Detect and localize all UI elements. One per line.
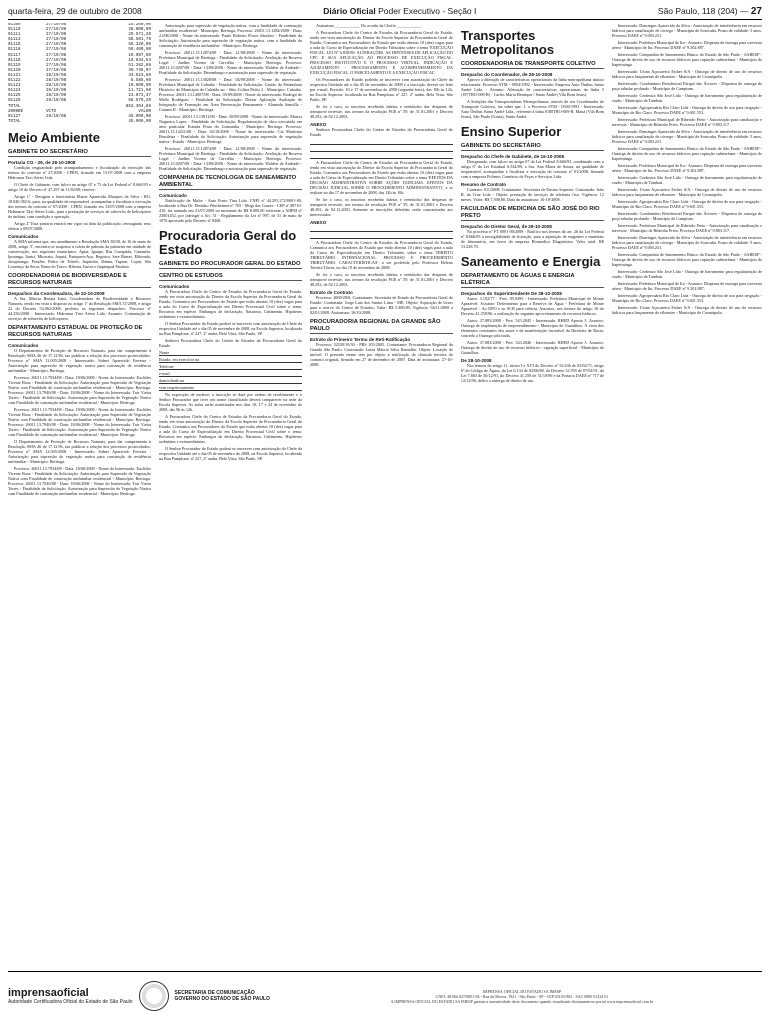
paragraph: Assinatura ____________ De acordo da Chefia ____________ (315, 23, 422, 28)
section-title-transportes: Transportes Metropolitanos (460, 28, 555, 57)
form-label: Senhora Procuradora Chefe do Centro de Estudos da Procuradoria Geral do Estado (158, 338, 302, 348)
paragraph: O Senhor Procurador do Estado poderá se inscrever com autorização do Chefe da respectiva Unidade até o dia 05 de novembro de 2008, na Escola Superior, localizada na Rua Pamplona, nº 227, 2º andar, Bela Vista, São Paulo, SP. (158, 321, 302, 336)
header-issue: São Paulo, 118 (204) — 27 (657, 5, 762, 17)
paragraph: A Procuradora Chefe do Centro de Estudos da Procuradoria Geral do Estado, Comunica aos Procuradores do Estado que estão abertas 10 (dez) vagas para a aula do Curso de Especialização em Direito Tributário sobre o tema 'DIREITO TRIBUTÁRIO INTERNACIONAL. PROCESSO E PROCEDIMENTO TRIBUTÁRIO. CARACTERÍSTICAS', a ser proferida pelo Professor Heleno Taveira Tôrres, no dia 19 de novembro de 2008. (309, 240, 453, 270)
paragraph: Processo: 26011.13.7934/08 - Data: 18/06/2008 - Nome do Interessado: Euclides Vicente Rosa - Finalidade da Solicitação: Autorização para Supressão de Vegetação Nativa com Finalidade de construção unifamiliar residencial - Município: Bertioga. Processo: 26011.13.7940/08 - Data: 18/06/2008 - Nome do Interessado: Tais Vieira Torres - Finalidade da Solicitação: Autorização para Supressão de Vegetação Nativa com Finalidade de construção unifamiliar residencial - Município: Bertioga. (8, 465, 151, 496)
paragraph: Processo: 52520/10/30 - PRS 105/2005. Contratante: Procuradoria Regional da Grande São Paulo. Contratada: Luiza Márcia Silva Ramalho. Objeto: Locação de imóvel. O presente termo tem por objeto a retificação da cláusula terceira do contrato original, firmado em 27 de dezembro de 2007. Data de assinatura: 27-10-2008. (309, 342, 453, 367)
table-cell: 01125 (8, 94, 21, 99)
subsection-gabinete: GABINETE DO SECRETÁRIO (461, 143, 604, 151)
comunicados-heading: Comunicados (8, 233, 39, 239)
paragraph: Interessado: Companhia de Saneamento Básico do Estado de São Paulo - SABESP - Outorga de direito de uso de recursos hídricos para captação subterrânea - Município de Itapetininga. (611, 252, 762, 267)
anexo-heading: ANEXO (309, 122, 327, 127)
paragraph: A Procuradora Chefe do Centro de Estudos da Procuradoria Geral do Estado, tendo em vista autorização do Diretor da Escola Superior da Procuradoria Geral do Estado, Comunica aos Procuradores do Estado que estão abertas 10 (dez) vagas para a aula do Curso de Especialização em Direito Tributário sobre o tema 'EFEITOS DA DECISÃO ADMINISTRATIVA SOBRE AÇÕES JUDICIAIS. EFEITOS DA DECISÃO JUDICIAL SOBRE O PROCEDIMENTO ADMINISTRATIVO', a se realizar no dia 17 de novembro de 2008, das 14h às 16h. (309, 160, 453, 195)
table-cell: TOTAL (8, 119, 21, 124)
table-cell: 01113 (8, 38, 21, 43)
contrato-heading: Extrato de Contrato (309, 290, 353, 295)
paragraph: Artigo 1º - Designar a funcionária Elaine Aparecida Marques da Silva - RG: 18.840.382-6, para, na qualidade de responsável, acompanhar e fiscalizar a execução dos termos do contrato nº 07/2008 - CPRN, firmado em 13/07/2008 com a empresa Helimarte Táxi Aéreo Ltda., para a prestação de serviços de sobrevôo de helicóptero de turbina, com condição e operação. (8, 193, 151, 219)
reti-ratificacao-heading: Extrato do Primeiro Termo de Reti-Ratificação (309, 337, 411, 342)
table-cell: 15.200,00 (128, 23, 151, 27)
paragraph: Se for o caso, os inscritos receberão diárias e reembolso das despesas de transporte terrestre, nos termos da resolução PGE nº 59, de 31.01.2001 e Decreto 48.292, de 02.12.2003. Somente as inscrições deferidas serão comunicadas aos interessados. (309, 197, 453, 217)
table-cell: 36.000,00 (128, 28, 151, 33)
paragraph: Processo: 26011.13.7934/08 - Data: 18/06/2008 - Nome do Interessado: Euclides Vicente Rosa - Finalidade da Solicitação: Autorização para Supressão de Vegetação Nativa com Finalidade de construção unifamiliar residencial - Município: Bertioga. Processo: 26011.13.7940/08 - Data: 18/06/2008 - Nome do Interessado: Tais Vieira Torres - Finalidade da Solicitação: Autorização para Supressão de Vegetação Nativa com Finalidade de construção unifamiliar residencial - Município: Bertioga. (8, 374, 151, 405)
paragraph: Interessado: Prefeitura Municipal de Ribeirão Preto - Autorização para canalização e travessia - Município de Ribeirão Preto. Processo DAEE nº 9.803.117. (611, 117, 762, 127)
government-credit: SECRETARIA DE COMUNICAÇÃO GOVERNO DO ESTADO DE SÃO PAULO (174, 990, 270, 1002)
paragraph: No processo nº FT 0001-00/2008 - Ratifico nos termos do art. 26 da Lei Federal nº 8.666/93 a inexigibilidade de licitação, para a aquisição de reagentes e materiais de laboratório, em favor da empresa Biomedica Diagnóstica. Valor total: R$ 13.228,70. (460, 229, 604, 249)
paragraph: Interessado: Prefeitura Municipal de Ribeirão Preto - Autorização para canalização e travessia - Município de Ribeirão Preto. Processo DAEE nº 9.803.117. (611, 223, 762, 233)
table-cell: 29.571,20 (128, 33, 151, 38)
paragraph: Interessado: Prefeitura Municipal de Itu - Assunto: Dispensa de outorga para travessia aérea - Município de Itu. Processo DAEE nº 9.302.887. (611, 281, 762, 291)
table-cell: 27/10/08 (46, 38, 67, 43)
paragraph: Interessado: Cerâmica São José Ltda - Outorga de barramento para regularização de vazão - Município de Tambaú. (611, 175, 762, 185)
form-line (310, 233, 453, 239)
form-field: vem respeitosamente (159, 385, 302, 391)
table-cell: 01126 (8, 99, 21, 104)
paragraph: A Procuradora Chefe do Centro de Estudos da Procuradoria Geral do Estado, tendo em vista autorização do Diretor da Escola Superior da Procuradoria Geral do Estado, Comunica aos Procuradores do Estado que estão abertas 10 (dez) vagas para a aula do Curso de Especialização em Direito Processual Civil sobre o tema: Recursos em espécie. Embargos de declaração, Natureza, Cabimento, Hipóteses ordinárias e extraordinárias. (158, 414, 302, 444)
table-cell: 01120 (8, 68, 21, 73)
table-cell: 01109 (8, 23, 21, 27)
paragraph: Designando, com fulcro no artigo 67 da Lei Federal 8.666/93, combinado com o artigo 6º da Lei Estadual 6.544/89, a Sra. Ana Maria de Souza, na qualidade de responsável, acompanhar e fiscalizar a execução do contrato nº 01/2008, firmado com a empresa Polimos Comércio de Peças e Serviços Ltda. (460, 159, 604, 179)
table-cell: VALOR (138, 109, 151, 114)
table-cell: 27/10/08 (46, 33, 67, 38)
table-cell: 27/10/08 (46, 68, 67, 73)
paragraph: Autos: 37.083/2008 - Prot. 543.2846 - Interessado: RHED Aposta 3. Assunto: Outorga de direito de uso de recursos hídricos - captação superficial - Município de Guarulhos. (460, 340, 604, 355)
paragraph: Interessado: Domingos Aparecido da Silva - Autorização de interferência em recursos hídricos para canalização de córrego - Município de Sorocaba. Prazo de validade: 5 anos. Processo DAEE nº 9.003.231. (611, 235, 762, 250)
table-cell: 28/10/08 (46, 94, 67, 99)
paragraph: O Senhor Procurador do Estado poderá se inscrever com autorização do Chefe da respectiva Unidade até o dia 05 de novembro de 2008, na Escola Superior, localizada na Rua Pamplona, nº 227, 2º andar, Bela Vista, São Paulo, SP. (158, 446, 302, 461)
table-cell: 01119 (8, 63, 21, 68)
form-line (310, 153, 453, 159)
imprensa-oficial-logo: imprensaoficial Autoridade Certificadora Oficial do Estado de São Paulo (8, 987, 133, 1005)
paragraph: Nos termos do artigo 11, inciso I e XVI do Decreto nº 52.636 de 03/02/71, artigo 6º do Código de Águas, da Lei 6.134 de 02/06/88, do Decreto 32.955 de 07/02/91, da Lei 7.663 de 30/12/91, do Decreto 41.258 de 31/10/96 e da Portaria DAEE nº 717 de 12/12/96, defiro a outorga de direito de uso. (460, 363, 604, 383)
table-cell: 50.400,00 (128, 48, 151, 53)
table-cell: 45.000,00 (128, 119, 151, 124)
despacho-heading: Despacho do Coordenador, de 28-10-2008 (460, 72, 553, 77)
table-cell: 28/10/08 (46, 114, 67, 119)
paragraph: Interessado: Usina Açucareira Esther S/A - Outorga de direito de uso de recursos hídricos para lançamento de efluentes - Município de Cosmópolis. (611, 69, 762, 79)
paragraph: Autos: 3.192/77 - Prov. 05.0495 - Interessado: Prefeitura Municipal de Monte Aprazível. Assunto: Deferimento para a Reserva de Água - Prefeitura de Monte Aprazível - Ao DPO e ao SCR para ciência. Autorizo, nos termos do artigo 10 do Decreto 41.258/96, a realização do seguinte aproveitamento de recursos hídricos. (460, 296, 604, 316)
paragraph: Contrato: 011/2008. Contratante: Secretaria de Ensino Superior. Contratada: João B. da Cruz Ltda - Objeto: prestação de serviços de telefonia fixa. Vigência: 12 meses. Valor: R$ 7.500,00. Data da assinatura: 16-10-2008. (460, 187, 604, 202)
resumo-heading: Resumo de Contrato (460, 182, 507, 187)
table-cell: 45.000,00 (128, 114, 151, 119)
paragraph: Interessado: Domingos Aparecido da Silva - Autorização de interferência em recursos hídricos para canalização de córrego - Município de Sorocaba. Prazo de validade: 5 anos. Processo DAEE nº 9.003.231. (611, 129, 762, 144)
table-cell (46, 120, 91, 125)
comunicado-heading: Comunicado (158, 193, 187, 198)
header-rule (8, 19, 762, 20)
section-title-procuradoria: Procuradoria Geral do Estado (158, 228, 297, 257)
table-cell: 28/10/08 (46, 79, 67, 84)
table-cell: 01121 (8, 73, 21, 78)
table-cell: 10.800,00 (128, 84, 151, 89)
paragraph: A Soluções das Transportadoras Metropolitanas, através de seu Coordenador de Transporte Coletivo, faz saber que: 1. o Processo STM - 0920/1992 - Interessada: Auto Ônibus Santo André Ltda., referente à linha 0180TRO-009-R, Mauá (Vila Bom Jesus), São Paulo (Gruta), Santo André. (460, 99, 604, 119)
table-cell: 27/10/08 (46, 23, 67, 27)
table-cell: 19.834,64 (128, 58, 151, 63)
column-4 (461, 23, 604, 968)
form-field: Estado, em exercício na (159, 357, 302, 363)
table-cell: 27/10/08 (46, 63, 67, 68)
section-title-saneamento: Saneamento e Energia (460, 254, 601, 269)
subsection-departamento: DEPARTAMENTO ESTADUAL DE PROTEÇÃO DE RECURSOS NATURAIS (8, 325, 151, 340)
table-cell: 8.585,60 (130, 79, 151, 84)
subsection-cetesb: COMPANHIA DE TECNOLOGIA DE SANEAMENTO AMBIENTAL (159, 175, 302, 190)
paragraph: Interessado: Cerâmica São José Ltda - Outorga de barramento para regularização de vazão - Município de Tambaú. (611, 93, 762, 103)
page-footer (8, 971, 762, 1020)
paragraph: O Departamento de Proteção de Recursos Naturais, para dar cumprimento à Resolução SMA 46 de 17.12.96, faz publicar a relação dos processos protocolados: Processo nº SMA 12.005/2008 - Interessado: Sidnei Aparecido Ferreira - Autorização para supressão de vegetação nativa para construção de residência unifamiliar - Município: Bertioga. (8, 438, 151, 464)
subsection-procuradoria-regional: PROCURADORIA REGIONAL DA GRANDE SÃO PAULO (310, 319, 453, 334)
form-line (310, 146, 453, 152)
paragraph: O Departamento de Proteção de Recursos Naturais, para dar cumprimento à Resolução SMA 46 de 17.12.96, faz publicar a relação dos processos protocolados: Processo nº SMA 12.005/2008 - Interessado: Sidnei Aparecido Ferreira - Autorização para supressão de vegetação nativa para construção de residência unifamiliar - Município: Bertioga. (8, 347, 151, 373)
table-cell: 27/10/08 (46, 58, 67, 63)
paragraph: Interessado: Companhia de Saneamento Básico do Estado de São Paulo - SABESP - Outorga de direito de uso de recursos hídricos para captação subterrânea - Município de Itapetininga. (611, 52, 762, 67)
header-paper-name: Diário Oficial Poder Executivo - Seção I (323, 6, 477, 16)
paragraph: Interessado: Condomínio Residencial Parque das Árvores - Dispensa de outorga de poço tubular profundo - Município de Campinas. (611, 211, 762, 221)
paragraph: A Procuradora Chefe do Centro de Estudos da Procuradoria Geral do Estado, tendo em vista autorização do Diretor da Escola Superior da Procuradoria Geral do Estado, Comunica aos Procuradores do Estado que estão abertas 10 (dez) vagas para a aula do Curso de Especialização em Direito Tributário sobre o tema 'EXECUÇÃO FISCAL. LEI Nº 6.830/80. ALTERAÇÕES. AS HIPÓTESES DE APLICAÇÃO DO CPC E SUA APLICAÇÃO AO PROCESSO DE EXECUÇÃO FISCAL. PROCESSO INSTITUTIVO E O PROCESSO VIRTUAL. INDICAÇÃO E AJUIZAMENTO - PROCESSAMENTO E ACOMPANHAMENTO DA EXECUÇÃO FISCAL. O PARCELAMENTO E A EXECUÇÃO FISCAL'. (309, 30, 453, 75)
section-title-ensino-superior: Ensino Superior (460, 124, 562, 139)
table-cell: TOTAL (8, 104, 21, 109)
paragraph: Processo: 26011.13.13811/08 - Data: 30/09/2008 - Nome do interessado: Marisa Nogueira Lopes - Finalidade da Solicitação: Regularização de obra executada em área particular Estrada Praia do Guaratuba - Município: Bertioga. Processo: 26011.13.14211/08 - Data: 02/10/2008 - Nome do interessado: Cia Marítimo Brasileira - Finalidade da Solicitação: Autorização para supressão de vegetação nativa - Estada - Município: Bertioga. (158, 114, 302, 144)
table-cell: 30.745,07 (128, 68, 151, 73)
table-cell: 28/10/08 (46, 89, 67, 94)
table-cell: 01124 (8, 89, 21, 94)
portaria-heading: Portaria CG - 29, de 28-10-2008 (8, 159, 76, 165)
page-header (8, 4, 762, 18)
table-cell: 23.873,37 (128, 94, 151, 99)
paragraph: Interessado: Cerâmica São José Ltda - Outorga de barramento para regularização de vazão - Município de Tambaú. (611, 269, 762, 279)
paragraph: Aprovo a alteração de características operacionais da linha metropolitana abaixo relacionada: Processo STM - 0994/1992 - Interessada: Empresa Auto Ônibus Santo André Ltda. - Assunto: Alteração de características operacionais da linha 5 (187TRO-009-R) - Carlos Maria Henrique / Santo André (Vila Bom Jesus). (460, 77, 604, 97)
paragraph: Processo: 26011.13.12874/08 - Data: 21/08/2008 - Nome do interessado: Prefeitura Municipal de Bertioga - Finalidade da Solicitação: Avaliação da Reserva Legal - Jardim Vicente de Carvalho - Município: Bertioga. Processo: 26011.13.0207/08 - Data: 13/08/2008 - Nome do interessado: Waldeir de Andrade - Finalidade da Solicitação: Desembargo e autorização para supressão de vegetação. (158, 50, 302, 75)
comunicados-heading: Comunicados (8, 342, 39, 348)
state-seal-icon (139, 981, 169, 1011)
form-field: e-mail (159, 371, 302, 377)
form-field: Telefone (159, 364, 302, 370)
paragraph: Interessado: Agropecuária Rio Claro Ltda - Outorga de direito de uso para irrigação - Município de Rio Claro. Processo DAEE nº 9.601.553. (611, 105, 762, 115)
paragraph: Interessado: Condomínio Residencial Parque das Árvores - Dispensa de outorga de poço tubular profundo - Município de Campinas. (611, 81, 762, 91)
table-cell: 27/10/08 (46, 28, 67, 33)
paragraph: Notificação de Multa - Auto Posto Tina Ltda. CNPJ nº 44.293.272/0001-00, localizado à Rua Dr. Deodato Wertheimer nº 765 - Mogi das Cruzes - CEP nº 08710-410, foi autuado em 21/07/2008 no montante de R$ 8.000,00 referente a AIIPM nº 25001452, por infringir o Art. 51 - Regulamento da Lei nº 997, de 31 de maio de 1976 aprovado pelo Decreto nº 8468. (158, 198, 302, 223)
table-cell: 33.623,88 (128, 73, 151, 78)
form-label: Senhora Procuradora Chefe do Centro de Estudos da Procuradoria Geral do Estado (309, 127, 453, 137)
table-cell: 51.282,88 (128, 63, 151, 68)
subsection-gabinete-procurador: GABINETE DO PROCURADOR GERAL DO ESTADO (158, 261, 301, 267)
paragraph: A SMA informa que, em atendimento a Resolução SMA 38/08, de 16 de maio de 2008, artigo 3º, encontra-se suspensa a coleta de palmito da palmeira em unidade de conservação, nos seguintes municípios: Apiaí, Iguape, Ilha Comprida, Cananéia, Iporanga, Itariri, Miracatu, Juquiá, Pariquera-Açu, Registro, Sete Barras, Eldorado, Jacupiranga, Peruíbe, Pedro de Toledo, Juquitiba, Ibiúna, Tapiraí, Cajati, São Lourenço da Serra, Barra do Turvo, Ribeira, Itaóca e Itapirapuã Paulista. (8, 238, 151, 269)
subsection-coordenadoria: COORDENADORIA DE BIODIVERSIDADE E RECURSOS NATURAIS (8, 273, 151, 288)
column-2 (159, 23, 302, 968)
subsection-gabinete: GABINETE DO SECRETÁRIO (8, 149, 151, 157)
table-cell: 01118 (8, 58, 21, 63)
paragraph: Interessado: Agropecuária Rio Claro Ltda - Outorga de direito de uso para irrigação - Município de Rio Claro. Processo DAEE nº 9.601.553. (611, 293, 762, 303)
form-field: domiciliado na (159, 378, 302, 384)
table-cell: 58.320,00 (128, 43, 151, 48)
table-cell: 01116 (8, 48, 21, 53)
paragraph: Se for o caso, os inscritos receberão diárias e reembolso das despesas de transporte terrestre, nos termos da resolução PGE nº 59, de 31.01.2001 e Decreto 48.292, de 02.12.2003. (309, 272, 453, 287)
table-cell: 01117 (8, 53, 21, 58)
subsection-centro-estudos: CENTRO DE ESTUDOS (159, 273, 302, 281)
despacho-heading: Despacho do Chefe de Gabinete, de 16-10-2008 (460, 154, 565, 159)
section-title-meio-ambiente: Meio Ambiente (8, 129, 100, 145)
paragraph: Interessado: Agropecuária Rio Claro Ltda - Outorga de direito de uso para irrigação - Município de Rio Claro. Processo DAEE nº 9.601.553. (611, 199, 762, 209)
paragraph: Interessado: Prefeitura Municipal de Itu - Assunto: Dispensa de outorga para travessia aérea - Município de Itu. Processo DAEE nº 9.302.887. (611, 40, 762, 50)
table-cell: 01127 (8, 114, 21, 119)
despacho-heading: Despacho do Diretor Geral, de 28-10-2008 (460, 224, 552, 229)
table-cell: VCTO (46, 109, 57, 114)
table-cell: 01122 (8, 79, 21, 84)
despacho-heading: De 28-10-2008 (460, 358, 492, 363)
payments-table (8, 23, 151, 125)
table-cell: 28/10/08 (46, 73, 67, 78)
table-cell: 01123 (8, 84, 21, 89)
subsection-faculdade: FACULDADE DE MEDICINA DE SÃO JOSÉ DO RIO PRETO (461, 206, 604, 221)
comunicados-heading: Comunicados (158, 284, 190, 289)
despachos-heading: Despachos da Coordenadora, de 22-10-2008 (8, 290, 105, 296)
paragraph: O Chefe de Gabinete, com fulcro no artigo 67 e 73 da Lei Federal nº 8.666/93 e artigo 10 do Decreto nº 47.297 de 11/02/08, resolve: (8, 181, 151, 192)
table-cell: 11.721,60 (128, 89, 151, 94)
anexo-heading: ANEXO (309, 220, 327, 225)
column-5 (612, 23, 762, 968)
column-1 (8, 23, 151, 968)
paragraph: A Procuradora Chefe do Centro de Estudos da Procuradoria Geral do Estado, tendo em vista autorização do Diretor da Escola Superior da Procuradoria Geral do Estado, Comunica aos Procuradores do Estado que estão abertas 10 (dez) vagas para a aula do Curso de Especialização em Direito Processual Civil sobre o tema: Recursos em espécie. Embargos de declaração, Natureza, Cabimento, Hipóteses ordinárias e extraordinárias. (158, 289, 302, 319)
paragraph: Processo: 26011.13.12874/08 - Data: 21/08/2008 - Nome do interessado: Prefeitura Municipal de Bertioga - Finalidade da Solicitação: Avaliação da Reserva Legal - Jardim Vicente de Carvalho - Município: Bertioga. Processo: 26011.13.0207/08 - Data: 13/08/2008 - Nome do interessado: Waldeir de Andrade - Finalidade da Solicitação: Desembargo e autorização para supressão de vegetação. (158, 146, 302, 171)
table-cell: 58.501,78 (128, 38, 151, 43)
paragraph: Interessado: Usina Açucareira Esther S/A - Outorga de direito de uso de recursos hídricos para lançamento de efluentes - Município de Cosmópolis. (611, 187, 762, 197)
table-cell: 28/10/08 (46, 99, 67, 104)
table-cell: 68.579,20 (128, 99, 151, 104)
paragraph: Artigo 2º Esta portaria entrará em vigor na data da publicação, retroagindo seus efeitos a 09/07/2008. (8, 220, 151, 231)
column-3 (310, 23, 453, 968)
form-line (310, 226, 453, 232)
registration-form (159, 350, 302, 391)
table-cell: 01115 (8, 43, 21, 48)
paragraph: Autos: 37.083/2008 - Prot. 543.2845 - Interessado: RHED Aposta 3. Assunto: Outorga de implantação de empreendimento - Município de Guarulhos. À vista dos elementos constantes dos autos e da manifestação favorável da Diretoria de Bacia, concedo a Outorga solicitada. (460, 318, 604, 338)
header-date: quarta-feira, 29 de outubro de 2008 (8, 6, 142, 16)
paragraph: Se for o caso, os inscritos receberão diárias e reembolso das despesas de transporte terrestre, nos termos da resolução PGE nº 59, de 31.01.2001 e Decreto 48.292, de 02.12.2003. (309, 104, 453, 119)
paragraph: Os Procuradores do Estado poderão se inscrever com autorização do Chefe da respectiva Unidade até o dia 05 de novembro de 2008 e a inscrição deverá ser feita por e-mail. Período: 10 e 17 de novembro de 2008 (segunda-feira), das 10h às 12h, na Escola Superior, localizada na Rua Pamplona, nº 227, 2º andar, Bela Vista, São Paulo, SP. (309, 77, 453, 102)
table-cell: 27/10/08 (46, 53, 67, 58)
paragraph: Condição resguardado pelo acompanhamento e fiscalização da execução das termos do contrato nº 27/2008 - CPRN, firmado em 13-07-2008 com a empresa Hidromar Taxi Aéreo Ltda. (8, 164, 151, 180)
form-line (310, 139, 453, 145)
paragraph: Processo: 26011.13.13828/08 - Data: 04/09/2008 - Nome do interessado: Prefeitura Municipal de Cubatão - Finalidade da Solicitação: Gestão do Patrimônio Histórico do Município de Cubatão no - Sítio Colina Pedra 2 - Município: Cubatão. Processo: 26011.13.14007/08 - Data: 05/09/2008 - Nome do interessado: Rodrigo de Mello Rodrigues - Finalidade da Solicitação: Deixar Aplicação Avaliação de Integração de Formação em Área Preservação Permanente - Alameda Sanvilla - Caiaara II - Município: Bertioga. (158, 77, 302, 112)
table-cell: 01110 (8, 28, 21, 33)
paragraph: A Sra. Márcia Renata Itani, Coordenadora de Biodiversidade e Recursos Naturais, tendo em vista o disposto no artigo 1º da Resolução SMA 37/2008, e artigo 22 do Decreto 54.062/2008, proferiu os seguintes despachos: Processo nº 44.256/2008 - Interessado: Hidromar Táxi Aéreo Ltda. Assunto: Contratação de serviços de sobrevôo de helicóptero. (8, 295, 151, 321)
paragraph: Interessado: Companhia de Saneamento Básico do Estado de São Paulo - SABESP - Outorga de direito de uso de recursos hídricos para captação subterrânea - Município de Itapetininga. (611, 146, 762, 161)
subsection-daee: DEPARTAMENTO DE ÁGUAS E ENERGIA ELÉTRICA (461, 273, 604, 288)
paragraph: Interessado: Usina Açucareira Esther S/A - Outorga de direito de uso de recursos hídricos para lançamento de efluentes - Município de Cosmópolis. (611, 305, 762, 315)
page-number: 27 (750, 5, 762, 17)
table-cell: 27/10/08 (46, 43, 67, 48)
subsection-transporte-coletivo: COORDENADORIA DE TRANSPORTE COLETIVO (461, 61, 604, 69)
paragraph: Processo: 26011.13.7934/08 - Data: 18/06/2008 - Nome do Interessado: Euclides Vicente Rosa - Finalidade da Solicitação: Autorização para Supressão de Vegetação Nativa com Finalidade de construção unifamiliar residencial - Município: Bertioga. Processo: 26011.13.7940/08 - Data: 18/06/2008 - Nome do Interessado: Tais Vieira Torres - Finalidade da Solicitação: Autorização para Supressão de Vegetação Nativa com Finalidade de construção unifamiliar residencial - Município: Bertioga. (8, 406, 151, 437)
columns (8, 23, 762, 968)
footer-credits: IMPRENSA OFICIAL DO ESTADO SA IMESP CNPJ: 48.066.047/0001-84 - Rua da Mooca, 1921 - São Paulo - SP - CEP 03103-902 - SAC 0800 01234 01 A IMPRENSA OFICIAL DO ESTADO SA IMESP garante a autenticidade deste documento quando visualizado diretamente no portal www.imprensaoficial.com.br (390, 988, 654, 1004)
table-cell: 28/10/08 (46, 84, 67, 89)
table-cell: 10.087,60 (128, 53, 151, 58)
paragraph: Interessado: Prefeitura Municipal de Itu - Assunto: Dispensa de outorga para travessia aérea - Município de Itu. Processo DAEE nº 9.302.887. (611, 163, 762, 173)
paragraph: Processo: 2008/29/0; Contratante: Secretaria de Estado da Procuradoria Geral do Estado; Contratada: Jorge Luiz dos Santos Lima - ME; Objeto: Aquisição de livros para o acervo do Centro de Estudos; Valor: R$ 5.480,00; Vigência: 04/11/2008 a 02/01/2009. Assinatura: 16/10/2008. (309, 295, 453, 315)
paragraph: Autorização para supressão de vegetação nativa, com a finalidade de construção unifamiliar residencial - Município: Bertioga. Processo: 26011.13.1284/2008 - Data: 21/08/2008 - Nome do interessado: Paulo Roberto Flores Sánchez - Finalidade da Solicitação: Autorização para supressão de vegetação nativa, com a finalidade de construção de residência unifamiliar - Município: Bertioga. (158, 23, 302, 48)
paragraph: Na exposição de motivos a inscrição se dará por ordem de recebimento e o Senhor Procurador que tiver seu nome classificado deverá comparecer na sede da Escola Superior. As aulas serão ministradas nos dias 10, 17 e 24 de novembro de 2008, das 9h às 12h. (158, 392, 302, 412)
table-cell: 01111 (8, 33, 21, 38)
form-field: Nome (159, 350, 302, 356)
despacho-heading: Despachos do Superintendente De 28-10-2008 (460, 291, 562, 296)
table-cell: 27/10/08 (46, 48, 67, 53)
table-cell: 852.304,86 (125, 104, 151, 109)
table-row (8, 120, 151, 125)
table-cell: 2008RE (8, 109, 24, 114)
paragraph: Interessado: Domingos Aparecido da Silva - Autorização de interferência em recursos hídricos para canalização de córrego - Município de Sorocaba. Prazo de validade: 5 anos. Processo DAEE nº 9.003.231. (611, 23, 762, 38)
